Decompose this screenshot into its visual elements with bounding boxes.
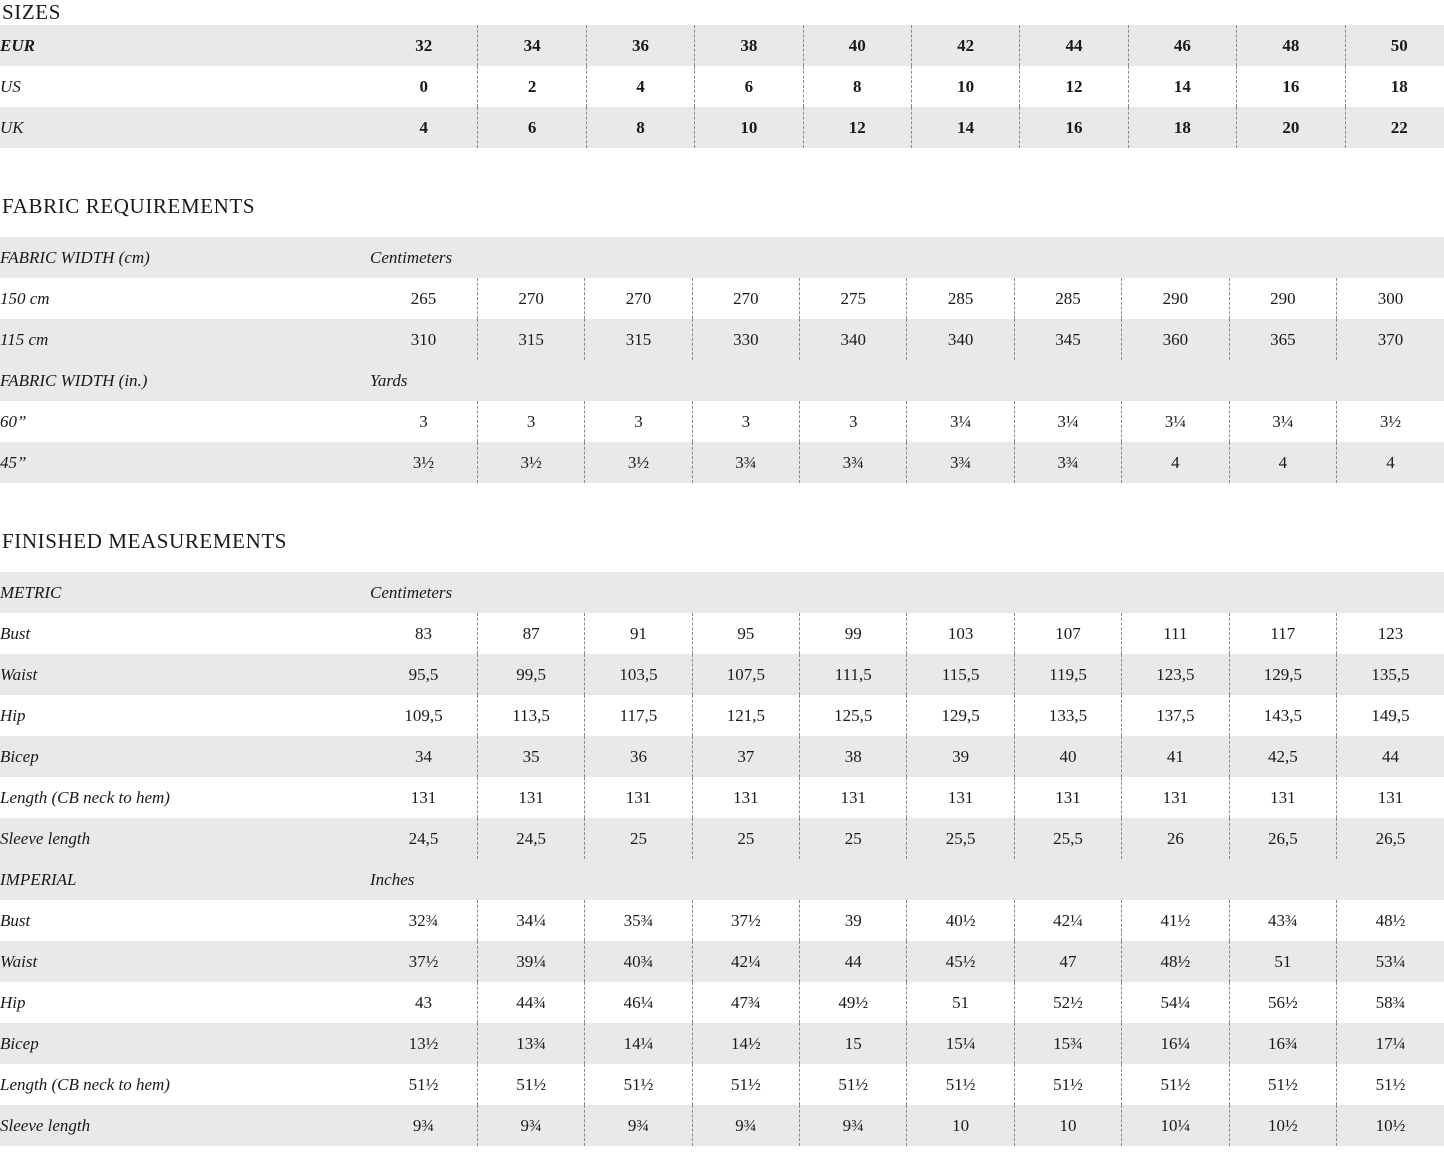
cell: 135,5 xyxy=(1337,654,1444,695)
cell: 365 xyxy=(1229,319,1336,360)
cell: 51½ xyxy=(477,1064,584,1105)
unit-label: Centimeters xyxy=(370,237,1444,278)
cell: 290 xyxy=(1122,278,1229,319)
cell: 12 xyxy=(803,107,911,148)
cell: 39 xyxy=(800,900,907,941)
cell: 9¾ xyxy=(692,1105,799,1146)
cell: 42,5 xyxy=(1229,736,1336,777)
cell: 44 xyxy=(800,941,907,982)
cell: 15¾ xyxy=(1014,1023,1121,1064)
table-row xyxy=(0,777,1444,818)
table-row xyxy=(0,360,1444,401)
cell: 15¼ xyxy=(907,1023,1014,1064)
cell: 17¼ xyxy=(1337,1023,1444,1064)
row-label: US xyxy=(0,66,370,107)
cell: 51½ xyxy=(800,1064,907,1105)
cell: 25 xyxy=(692,818,799,859)
cell: 131 xyxy=(1122,777,1229,818)
cell: 9¾ xyxy=(370,1105,477,1146)
cell: 95,5 xyxy=(370,654,477,695)
cell: 37½ xyxy=(692,900,799,941)
cell: 40 xyxy=(803,25,911,66)
cell: 24,5 xyxy=(477,818,584,859)
unit-label: Yards xyxy=(370,360,1444,401)
cell: 3 xyxy=(692,401,799,442)
cell: 24,5 xyxy=(370,818,477,859)
table-row xyxy=(0,319,1444,360)
cell: 51½ xyxy=(1337,1064,1444,1105)
cell: 131 xyxy=(1229,777,1336,818)
cell: 42¼ xyxy=(1014,900,1121,941)
cell: 115,5 xyxy=(907,654,1014,695)
cell: 95 xyxy=(692,613,799,654)
cell: 38 xyxy=(800,736,907,777)
cell: 3½ xyxy=(585,442,692,483)
cell: 131 xyxy=(585,777,692,818)
cell: 270 xyxy=(477,278,584,319)
cell: 32¾ xyxy=(370,900,477,941)
row-label: Waist xyxy=(0,941,370,982)
row-label: Length (CB neck to hem) xyxy=(0,777,370,818)
table-row xyxy=(0,442,1444,483)
cell: 52½ xyxy=(1014,982,1121,1023)
cell: 12 xyxy=(1020,66,1128,107)
row-label: 115 cm xyxy=(0,319,370,360)
cell: 87 xyxy=(477,613,584,654)
cell: 18 xyxy=(1128,107,1236,148)
row-label: FABRIC WIDTH (in.) xyxy=(0,360,370,401)
cell: 40¾ xyxy=(585,941,692,982)
cell: 14 xyxy=(911,107,1019,148)
cell: 22 xyxy=(1345,107,1444,148)
table-row xyxy=(0,654,1444,695)
cell: 13½ xyxy=(370,1023,477,1064)
table-row xyxy=(0,613,1444,654)
row-label: Hip xyxy=(0,982,370,1023)
cell: 10 xyxy=(695,107,803,148)
cell: 36 xyxy=(585,736,692,777)
cell: 48 xyxy=(1237,25,1345,66)
cell: 39¼ xyxy=(477,941,584,982)
cell: 10 xyxy=(1014,1105,1121,1146)
cell: 51½ xyxy=(692,1064,799,1105)
cell: 149,5 xyxy=(1337,695,1444,736)
cell: 48½ xyxy=(1122,941,1229,982)
cell: 3¼ xyxy=(1229,401,1336,442)
row-label: Bicep xyxy=(0,1023,370,1064)
cell: 310 xyxy=(370,319,477,360)
cell: 9¾ xyxy=(477,1105,584,1146)
cell: 290 xyxy=(1229,278,1336,319)
cell: 9¾ xyxy=(585,1105,692,1146)
cell: 137,5 xyxy=(1122,695,1229,736)
cell: 123,5 xyxy=(1122,654,1229,695)
cell: 25,5 xyxy=(907,818,1014,859)
cell: 48½ xyxy=(1337,900,1444,941)
cell: 91 xyxy=(585,613,692,654)
cell: 44 xyxy=(1337,736,1444,777)
table-row xyxy=(0,818,1444,859)
cell: 49½ xyxy=(800,982,907,1023)
spacer xyxy=(0,483,1444,529)
cell: 103,5 xyxy=(585,654,692,695)
cell: 51½ xyxy=(907,1064,1014,1105)
cell: 26,5 xyxy=(1229,818,1336,859)
row-label: Hip xyxy=(0,695,370,736)
cell: 43 xyxy=(370,982,477,1023)
row-label: UK xyxy=(0,107,370,148)
cell: 6 xyxy=(478,107,586,148)
cell: 109,5 xyxy=(370,695,477,736)
cell: 345 xyxy=(1014,319,1121,360)
cell: 131 xyxy=(370,777,477,818)
cell: 111,5 xyxy=(800,654,907,695)
cell: 26,5 xyxy=(1337,818,1444,859)
table-row xyxy=(0,66,1444,107)
row-label: Sleeve length xyxy=(0,818,370,859)
cell: 3¾ xyxy=(907,442,1014,483)
cell: 315 xyxy=(477,319,584,360)
cell: 330 xyxy=(692,319,799,360)
spacer xyxy=(0,554,1444,572)
row-label: Bust xyxy=(0,613,370,654)
cell: 10 xyxy=(907,1105,1014,1146)
spacer xyxy=(0,219,1444,237)
cell: 3 xyxy=(800,401,907,442)
unit-label: Centimeters xyxy=(370,572,1444,613)
cell: 46 xyxy=(1128,25,1236,66)
table-row xyxy=(0,401,1444,442)
section-title-fabric: FABRIC REQUIREMENTS xyxy=(2,194,256,218)
table-row xyxy=(0,25,1444,66)
cell: 4 xyxy=(1229,442,1336,483)
cell: 40 xyxy=(1014,736,1121,777)
table-row xyxy=(0,695,1444,736)
cell: 3½ xyxy=(1337,401,1444,442)
cell: 37 xyxy=(692,736,799,777)
cell: 103 xyxy=(907,613,1014,654)
cell: 370 xyxy=(1337,319,1444,360)
cell: 315 xyxy=(585,319,692,360)
cell: 45½ xyxy=(907,941,1014,982)
cell: 16 xyxy=(1020,107,1128,148)
cell: 13¾ xyxy=(477,1023,584,1064)
row-label: Length (CB neck to hem) xyxy=(0,1064,370,1105)
cell: 16¾ xyxy=(1229,1023,1336,1064)
cell: 41½ xyxy=(1122,900,1229,941)
table-row xyxy=(0,278,1444,319)
cell: 3½ xyxy=(370,442,477,483)
cell: 51½ xyxy=(585,1064,692,1105)
cell: 107,5 xyxy=(692,654,799,695)
row-label: Sleeve length xyxy=(0,1105,370,1146)
cell: 14 xyxy=(1128,66,1236,107)
cell: 285 xyxy=(1014,278,1121,319)
table-row xyxy=(0,1064,1444,1105)
cell: 25 xyxy=(800,818,907,859)
cell: 125,5 xyxy=(800,695,907,736)
cell: 300 xyxy=(1337,278,1444,319)
cell: 14½ xyxy=(692,1023,799,1064)
row-label: 45” xyxy=(0,442,370,483)
cell: 99 xyxy=(800,613,907,654)
row-label: Bicep xyxy=(0,736,370,777)
table-row xyxy=(0,941,1444,982)
cell: 131 xyxy=(800,777,907,818)
cell: 3¾ xyxy=(800,442,907,483)
cell: 0 xyxy=(370,66,478,107)
cell: 8 xyxy=(803,66,911,107)
cell: 117,5 xyxy=(585,695,692,736)
cell: 131 xyxy=(477,777,584,818)
cell: 83 xyxy=(370,613,477,654)
cell: 35¾ xyxy=(585,900,692,941)
cell: 143,5 xyxy=(1229,695,1336,736)
section-title-finished: FINISHED MEASUREMENTS xyxy=(2,529,288,553)
table-row xyxy=(0,900,1444,941)
cell: 270 xyxy=(585,278,692,319)
cell: 2 xyxy=(478,66,586,107)
cell: 42 xyxy=(911,25,1019,66)
table-row xyxy=(0,982,1444,1023)
cell: 99,5 xyxy=(477,654,584,695)
cell: 51½ xyxy=(1014,1064,1121,1105)
row-label: METRIC xyxy=(0,572,370,613)
cell: 3 xyxy=(477,401,584,442)
spacer xyxy=(0,148,1444,194)
cell: 3¾ xyxy=(692,442,799,483)
cell: 133,5 xyxy=(1014,695,1121,736)
cell: 3¾ xyxy=(1014,442,1121,483)
cell: 131 xyxy=(1337,777,1444,818)
cell: 42¼ xyxy=(692,941,799,982)
cell: 40½ xyxy=(907,900,1014,941)
cell: 3 xyxy=(585,401,692,442)
cell: 32 xyxy=(370,25,478,66)
cell: 121,5 xyxy=(692,695,799,736)
cell: 18 xyxy=(1345,66,1444,107)
cell: 38 xyxy=(695,25,803,66)
cell: 4 xyxy=(1337,442,1444,483)
cell: 44 xyxy=(1020,25,1128,66)
cell: 131 xyxy=(692,777,799,818)
cell: 10½ xyxy=(1337,1105,1444,1146)
cell: 51½ xyxy=(1229,1064,1336,1105)
cell: 47¾ xyxy=(692,982,799,1023)
cell: 58¾ xyxy=(1337,982,1444,1023)
cell: 36 xyxy=(586,25,694,66)
cell: 265 xyxy=(370,278,477,319)
cell: 46¼ xyxy=(585,982,692,1023)
cell: 41 xyxy=(1122,736,1229,777)
cell: 123 xyxy=(1337,613,1444,654)
cell: 3 xyxy=(370,401,477,442)
cell: 16¼ xyxy=(1122,1023,1229,1064)
cell: 35 xyxy=(477,736,584,777)
cell: 129,5 xyxy=(907,695,1014,736)
cell: 25,5 xyxy=(1014,818,1121,859)
unit-label: Inches xyxy=(370,859,1444,900)
row-label: FABRIC WIDTH (cm) xyxy=(0,237,370,278)
cell: 9¾ xyxy=(800,1105,907,1146)
cell: 34¼ xyxy=(477,900,584,941)
cell: 3½ xyxy=(477,442,584,483)
cell: 340 xyxy=(800,319,907,360)
cell: 10 xyxy=(911,66,1019,107)
cell: 44¾ xyxy=(477,982,584,1023)
cell: 4 xyxy=(1122,442,1229,483)
cell: 285 xyxy=(907,278,1014,319)
cell: 4 xyxy=(370,107,478,148)
fabric-table xyxy=(0,237,1444,483)
cell: 51½ xyxy=(1122,1064,1229,1105)
cell: 3¼ xyxy=(1122,401,1229,442)
cell: 6 xyxy=(695,66,803,107)
cell: 16 xyxy=(1237,66,1345,107)
cell: 34 xyxy=(370,736,477,777)
cell: 119,5 xyxy=(1014,654,1121,695)
section-title-sizes: SIZES xyxy=(2,0,62,24)
cell: 275 xyxy=(800,278,907,319)
cell: 37½ xyxy=(370,941,477,982)
finished-measurements-table xyxy=(0,572,1444,1146)
cell: 117 xyxy=(1229,613,1336,654)
cell: 43¾ xyxy=(1229,900,1336,941)
row-label: 150 cm xyxy=(0,278,370,319)
table-row xyxy=(0,1023,1444,1064)
cell: 20 xyxy=(1237,107,1345,148)
cell: 107 xyxy=(1014,613,1121,654)
cell: 113,5 xyxy=(477,695,584,736)
cell: 39 xyxy=(907,736,1014,777)
cell: 51 xyxy=(907,982,1014,1023)
row-label: IMPERIAL xyxy=(0,859,370,900)
cell: 340 xyxy=(907,319,1014,360)
cell: 131 xyxy=(1014,777,1121,818)
row-label: Bust xyxy=(0,900,370,941)
table-row xyxy=(0,859,1444,900)
cell: 129,5 xyxy=(1229,654,1336,695)
cell: 10¼ xyxy=(1122,1105,1229,1146)
table-row xyxy=(0,736,1444,777)
cell: 111 xyxy=(1122,613,1229,654)
cell: 51½ xyxy=(370,1064,477,1105)
cell: 131 xyxy=(907,777,1014,818)
cell: 4 xyxy=(586,66,694,107)
cell: 34 xyxy=(478,25,586,66)
row-label: Waist xyxy=(0,654,370,695)
cell: 15 xyxy=(800,1023,907,1064)
cell: 50 xyxy=(1345,25,1444,66)
cell: 10½ xyxy=(1229,1105,1336,1146)
cell: 14¼ xyxy=(585,1023,692,1064)
cell: 3¼ xyxy=(907,401,1014,442)
table-row xyxy=(0,1105,1444,1146)
cell: 51 xyxy=(1229,941,1336,982)
cell: 26 xyxy=(1122,818,1229,859)
cell: 53¼ xyxy=(1337,941,1444,982)
cell: 56½ xyxy=(1229,982,1336,1023)
cell: 3¼ xyxy=(1014,401,1121,442)
row-label: 60” xyxy=(0,401,370,442)
cell: 270 xyxy=(692,278,799,319)
table-row xyxy=(0,572,1444,613)
cell: 54¼ xyxy=(1122,982,1229,1023)
table-row xyxy=(0,237,1444,278)
sizes-table xyxy=(0,25,1444,148)
row-label: EUR xyxy=(0,25,370,66)
cell: 47 xyxy=(1014,941,1121,982)
table-row xyxy=(0,107,1444,148)
cell: 25 xyxy=(585,818,692,859)
cell: 8 xyxy=(586,107,694,148)
cell: 360 xyxy=(1122,319,1229,360)
